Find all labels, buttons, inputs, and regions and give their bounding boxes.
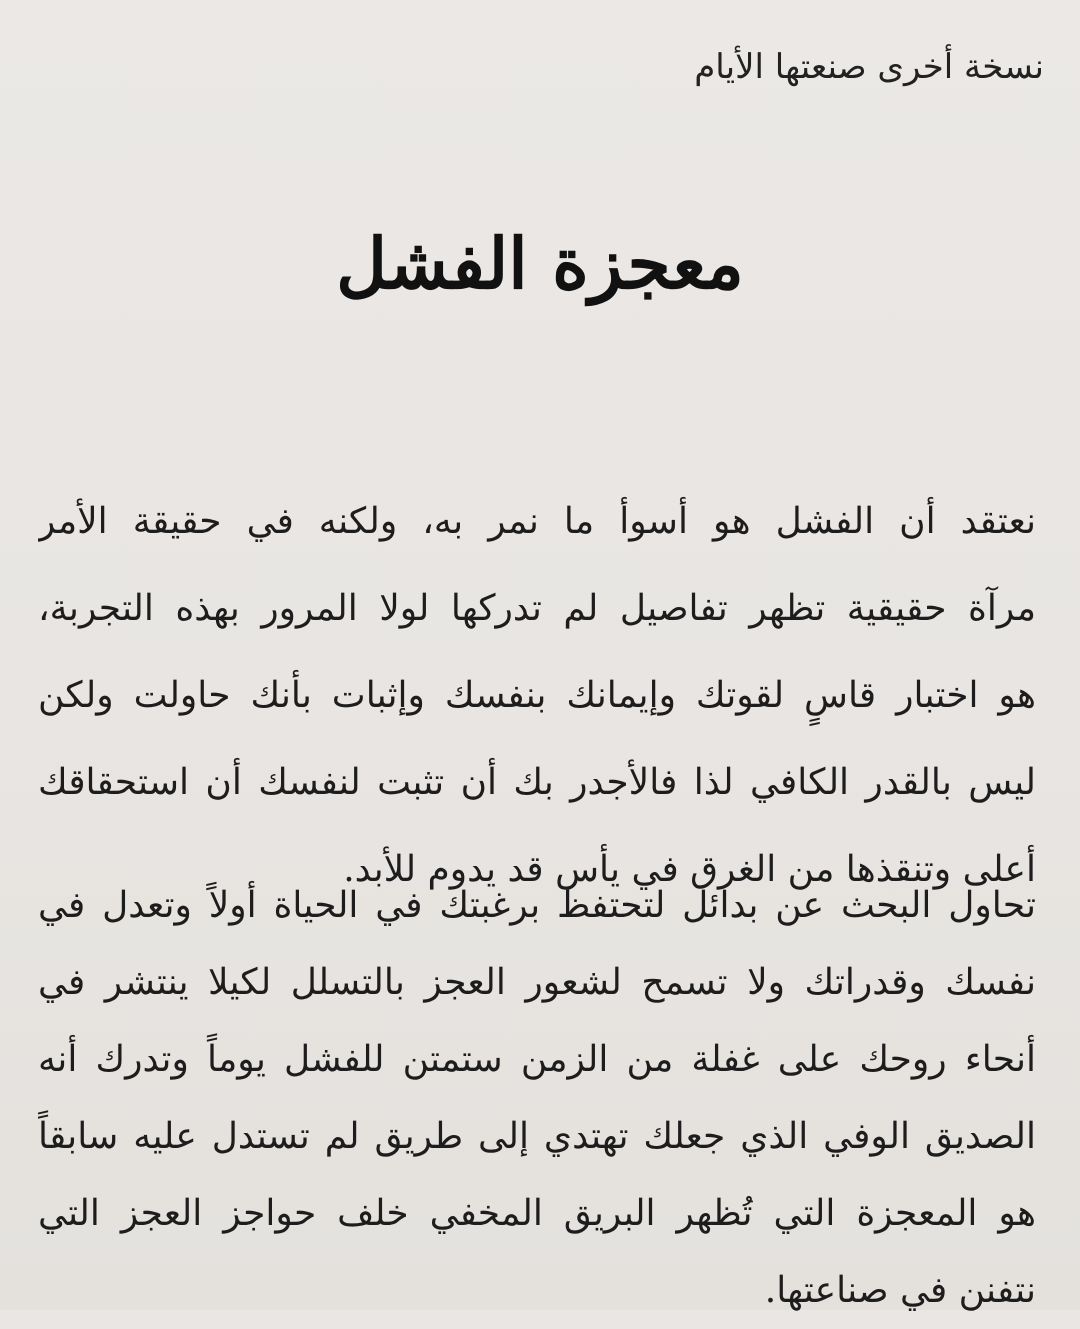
text-line: الصديق الوفي الذي جعلك تهتدي إلى طريق لم تستدل عليه سابقاً [38,1116,1036,1157]
chapter-title: معجزة الفشل [336,222,744,305]
text-line: نفسك وقدراتك ولا تسمح لشعور العجز بالتسلل لكيلا ينتشر في [38,962,1036,1003]
text-line: تحاول البحث عن بدائل لتحتفظ برغبتك في الحياة أولاً وتعدل في [38,885,1036,926]
text-line: هو اختبار قاسٍ لقوتك وإيمانك بنفسك وإثبات بأنك حاولت ولكن [38,675,1036,716]
paragraph-1 [38,478,1036,913]
text-line: أنحاء روحك على غفلة من الزمن ستمتن للفشل يوماً وتدرك أنه [38,1039,1036,1080]
text-line: نتفنن في صناعتها. [764,1270,1036,1311]
text-line: أعلى وتنقذها من الغرق في يأس قد يدوم للأبد. [343,849,1036,890]
text-line: هو المعجزة التي تُظهر البريق المخفي خلف حواجز العجز التي [38,1193,1036,1234]
text-line: ليس بالقدر الكافي لذا فالأجدر بك أن تثبت لنفسك أن استحقاقك [38,762,1036,803]
paragraph-2 [38,867,1036,1329]
text-line: نعتقد أن الفشل هو أسوأ ما نمر به، ولكنه في حقيقة الأمر [38,501,1036,542]
text-line: مرآة حقيقية تظهر تفاصيل لم تدركها لولا المرور بهذه التجربة، [38,588,1036,629]
running-head: نسخة أخرى صنعتها الأيام [694,47,1044,87]
